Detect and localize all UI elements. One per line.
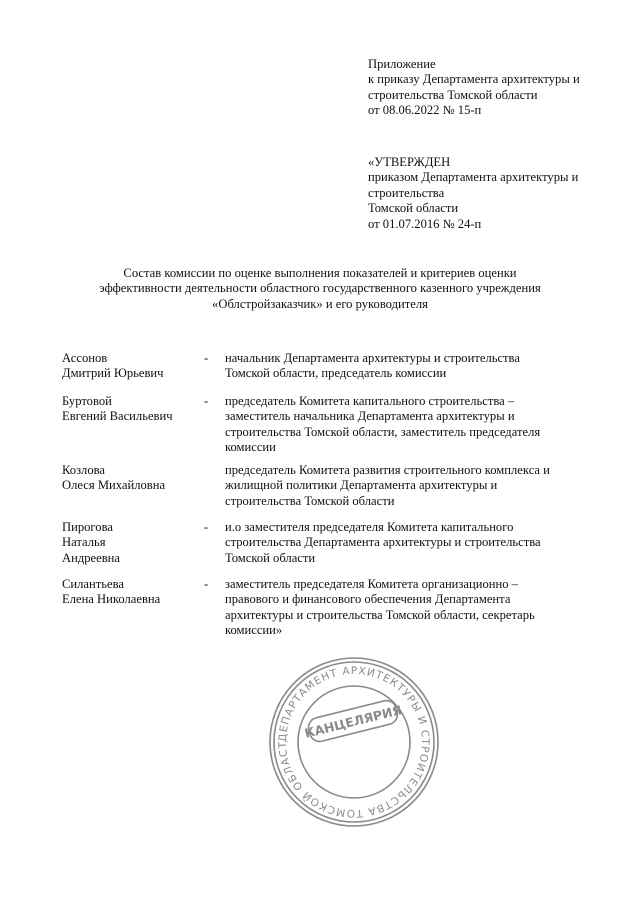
member-name-line: Андреевна <box>62 550 120 565</box>
member-role-line: заместитель начальника Департамента архитектуры и <box>225 409 515 424</box>
approved-line: приказом Департамента архитектуры и <box>368 170 579 185</box>
member-name <box>62 394 202 425</box>
member-role-line: заместитель председателя Комитета организационно – <box>225 577 518 591</box>
member-role-line: архитектуры и строительства Томской области, секретарь <box>225 607 535 622</box>
document-title <box>40 266 600 312</box>
member-role-line: строительства Томской области, заместитель председателя <box>225 424 541 439</box>
appendix-line: от 08.06.2022 № 15-п <box>368 103 482 118</box>
member-name <box>62 520 202 566</box>
member-name-line: Буртовой <box>62 394 112 408</box>
stamp-center-text: КАНЦЕЛЯРИЯ <box>302 702 404 741</box>
stamp-seal-graphic <box>264 652 444 832</box>
appendix-header <box>368 57 580 119</box>
member-name <box>62 577 202 608</box>
member-role-line: комиссии» <box>225 623 283 638</box>
member-dash: - <box>204 520 209 534</box>
member-role-line: начальник Департамента архитектуры и строительства <box>225 351 520 365</box>
member-name <box>62 463 202 494</box>
appendix-line: к приказу Департамента архитектуры и <box>368 72 580 87</box>
member-name-line: Наталья <box>62 535 106 550</box>
member-name-line: Ассонов <box>62 351 108 365</box>
stamp-outer-ring <box>270 658 438 826</box>
member-dash: - <box>204 351 209 365</box>
member-role-line: Томской области, председатель комиссии <box>225 366 447 381</box>
member-name-line: Пирогова <box>62 520 113 534</box>
member-name <box>62 351 202 382</box>
title-line: Состав комиссии по оценке выполнения показателей и критериев оценки <box>123 266 517 280</box>
member-role <box>225 577 605 639</box>
title-line: эффективности деятельности областного государственного казенного учреждения <box>99 281 541 296</box>
stamp-ring-textpath: ДЕПАРТАМЕНТ АРХИТЕКТУРЫ И СТРОИТЕЛЬСТВА ТОМСКОЙ ОБЛАСТ <box>276 664 432 820</box>
member-role-line: строительства Департамента архитектуры и строительства <box>225 535 541 550</box>
member-dash: - <box>204 394 209 408</box>
member-role-line: комиссии <box>225 440 276 455</box>
approved-line: Томской области <box>368 201 459 216</box>
approved-line: от 01.07.2016 № 24-п <box>368 216 482 231</box>
office-stamp <box>264 652 444 832</box>
member-role-line: жилищной политики Департамента архитектуры и <box>225 478 498 493</box>
member-role-line: председатель Комитета капитального строительства – <box>225 394 515 408</box>
member-role <box>225 394 605 456</box>
member-role <box>225 351 605 382</box>
member-role <box>225 520 605 566</box>
member-dash: - <box>204 577 209 591</box>
member-role-line: и.о заместителя председателя Комитета капитального <box>225 520 514 534</box>
member-name-line: Козлова <box>62 463 105 477</box>
member-name-line: Дмитрий Юрьевич <box>62 366 164 381</box>
appendix-line: строительства Томской области <box>368 87 538 102</box>
approved-line: строительства <box>368 185 445 200</box>
member-name-line: Елена Николаевна <box>62 592 161 607</box>
member-name-line: Олеся Михайловна <box>62 478 166 493</box>
member-role-line: председатель Комитета развития строительного комплекса и <box>225 463 550 477</box>
member-name-line: Силантьева <box>62 577 124 591</box>
title-line: «Облстройзаказчик» и его руководителя <box>212 296 428 311</box>
member-role <box>225 463 605 509</box>
member-role-line: правового и финансового обеспечения Департамента <box>225 592 511 607</box>
approved-header <box>368 155 578 232</box>
member-role-line: Томской области <box>225 550 316 565</box>
appendix-line: Приложение <box>368 57 436 71</box>
member-name-line: Евгений Васильевич <box>62 409 173 424</box>
approved-line: «УТВЕРЖДЕН <box>368 155 451 169</box>
member-role-line: строительства Томской области <box>225 493 395 508</box>
